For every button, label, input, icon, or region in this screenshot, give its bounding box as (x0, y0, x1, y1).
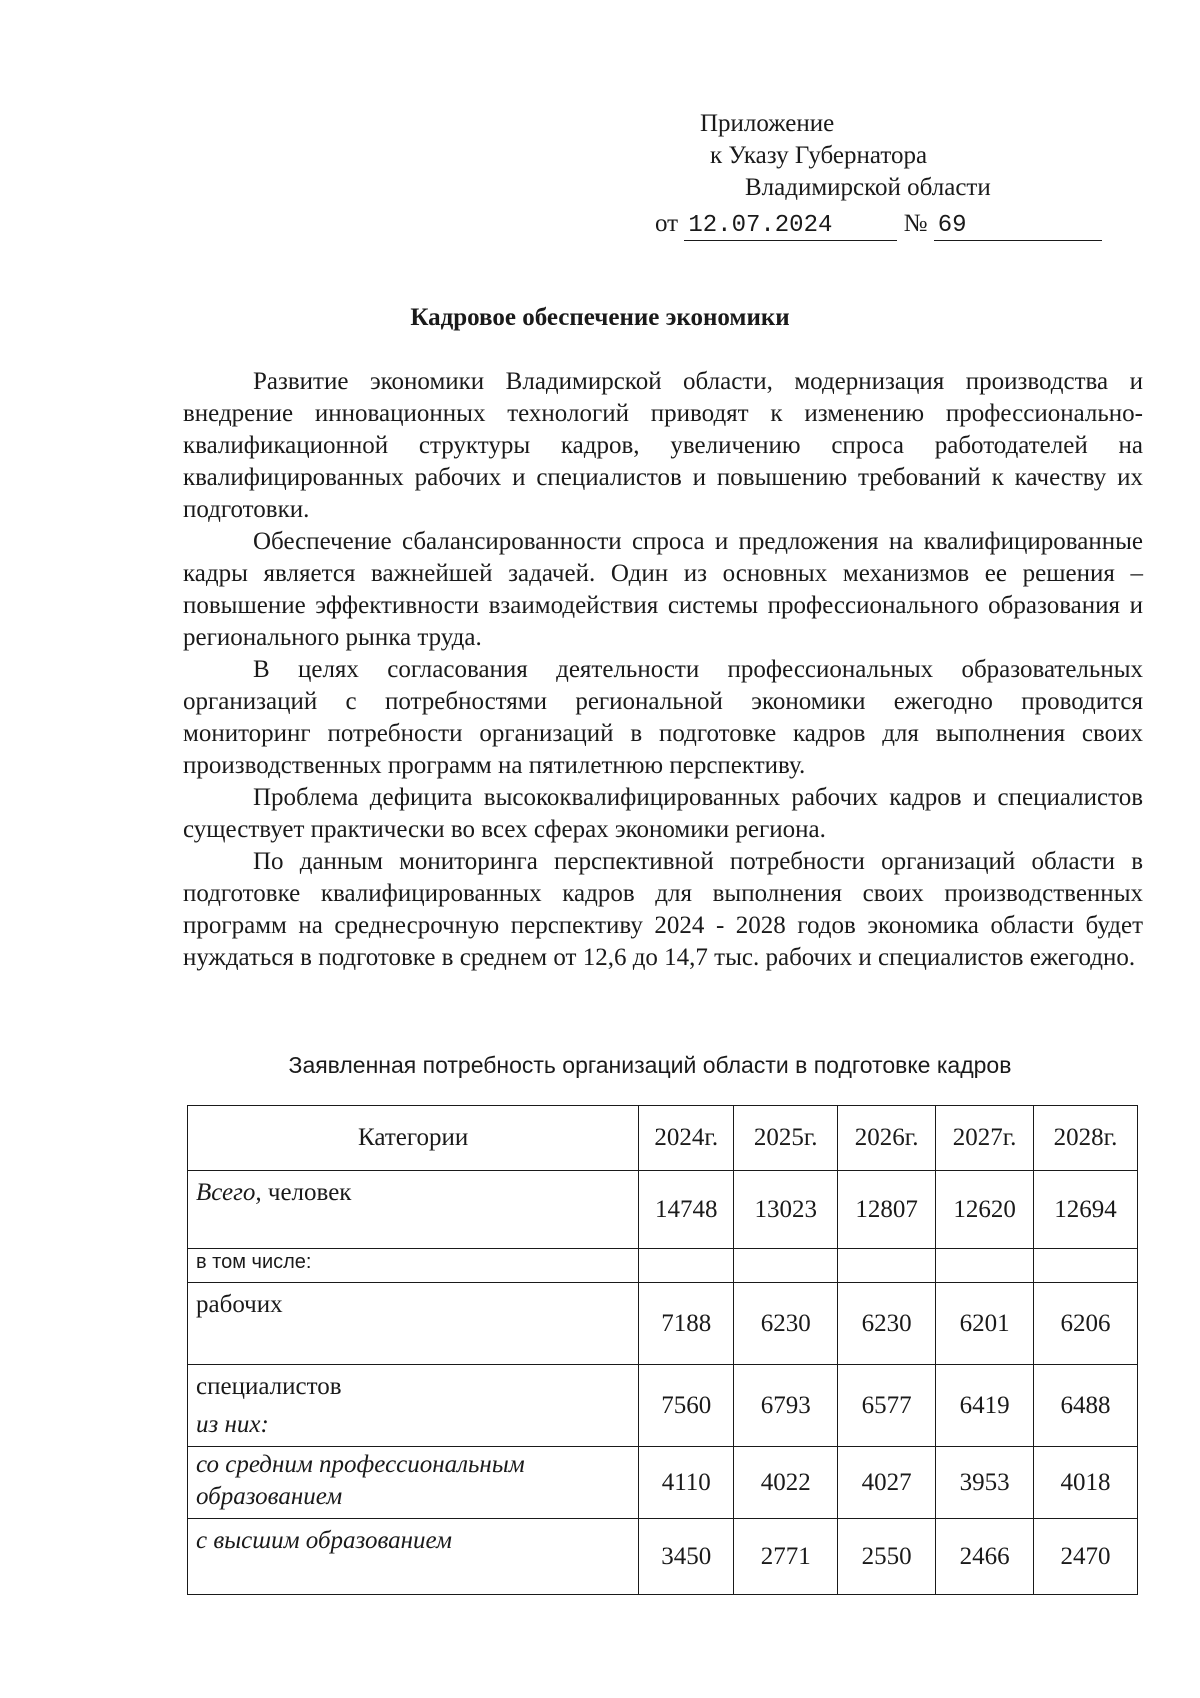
table-header-row (188, 1106, 1138, 1171)
table-cell: 4018 (1034, 1447, 1138, 1519)
table-cell (734, 1249, 838, 1283)
table-row-total (188, 1171, 1138, 1249)
appendix-decree-ref: к Указу Губернатора (710, 142, 928, 169)
paragraph: Проблема дефицита высококвалифицированных рабочих кадров и специалистов существует практически во всех сферах экономики региона. (183, 784, 1143, 843)
row-label: с высшим образованием (188, 1519, 639, 1595)
table-cell (936, 1249, 1034, 1283)
row-label: в том числе: (188, 1249, 639, 1283)
table-row-specialists (188, 1365, 1138, 1447)
table-cell: 4022 (734, 1447, 838, 1519)
table-caption: Заявленная потребность организаций области в подготовке кадров (288, 1052, 1012, 1078)
header-year: 2025г. (734, 1106, 838, 1171)
table-cell: 6230 (838, 1283, 936, 1365)
total-label-rest: человек (261, 1179, 352, 1206)
table-cell: 2771 (734, 1519, 838, 1595)
number-prefix: № (903, 210, 928, 237)
table-cell: 12807 (838, 1171, 936, 1249)
paragraph: Развитие экономики Владимирской области, модернизация производства и внедрение инновационных технологий приводят к изменению профессионально-квалификационной структуры кадров, увеличению спроса работодателей на квалифицированных рабочих и специалистов и повышению требований к качеству их подготовки. (183, 368, 1143, 523)
appendix-region: Владимирской области (745, 174, 991, 201)
table-cell: 2466 (936, 1519, 1034, 1595)
table-cell (838, 1249, 936, 1283)
table-cell (639, 1249, 734, 1283)
header-year: 2028г. (1034, 1106, 1138, 1171)
decree-date: 12.07.2024 (684, 212, 897, 241)
appendix-header (630, 108, 1130, 241)
row-label (188, 1171, 639, 1249)
header-year: 2027г. (936, 1106, 1034, 1171)
paragraph: В целях согласования деятельности профессиональных образовательных организаций с потребностями региональной экономики ежегодно проводится мониторинг потребности организаций в подготовке кадров для выполнения своих производственных программ на пятилетнюю перспективу. (183, 656, 1143, 779)
demand-table (187, 1105, 1138, 1595)
row-label (188, 1365, 639, 1447)
table-cell: 6206 (1034, 1283, 1138, 1365)
table-cell: 12620 (936, 1171, 1034, 1249)
table-row-secondary (188, 1447, 1138, 1519)
table-cell: 12694 (1034, 1171, 1138, 1249)
table-cell: 4027 (838, 1447, 936, 1519)
document-title: Кадровое обеспечение экономики (410, 304, 790, 331)
row-label: рабочих (188, 1283, 639, 1365)
header-categories: Категории (188, 1106, 639, 1171)
table-cell: 7560 (639, 1365, 734, 1447)
table-cell: 3953 (936, 1447, 1034, 1519)
date-prefix: от (655, 210, 679, 237)
paragraph: Обеспечение сбалансированности спроса и предложения на квалифицированные кадры является важнейшей задачей. Один из основных механизмов ее решения – повышение эффективности взаимодействия системы профессионального образования и регионального рынка труда. (183, 528, 1143, 651)
table-cell: 2550 (838, 1519, 936, 1595)
row-label: со средним профессиональным образованием (188, 1447, 639, 1519)
appendix-date-number (655, 208, 1130, 241)
table-cell: 3450 (639, 1519, 734, 1595)
specialists-label: специалистов (196, 1373, 342, 1400)
table-cell (1034, 1249, 1138, 1283)
table-cell: 6419 (936, 1365, 1034, 1447)
table-cell: 13023 (734, 1171, 838, 1249)
table-row-higher (188, 1519, 1138, 1595)
total-label-italic: Всего, (196, 1179, 262, 1206)
table-cell: 6201 (936, 1283, 1034, 1365)
appendix-label: Приложение (700, 110, 835, 137)
table-row-workers (188, 1283, 1138, 1365)
table-cell: 14748 (639, 1171, 734, 1249)
specialists-sublabel: из них: (196, 1411, 269, 1438)
table-cell: 7188 (639, 1283, 734, 1365)
paragraph: По данным мониторинга перспективной потребности организаций области в подготовке квалифицированных кадров для выполнения своих производственных программ на среднесрочную перспективу 2024 - 2028 годов экономика области будет нуждаться в подготовке в среднем от 12,6 до 14,7 тыс. рабочих и специалистов ежегодно. (183, 848, 1143, 971)
table-cell: 6230 (734, 1283, 838, 1365)
table-cell: 2470 (1034, 1519, 1138, 1595)
body-text (183, 366, 1143, 974)
table-cell: 6577 (838, 1365, 936, 1447)
table-row-including (188, 1249, 1138, 1283)
header-year: 2024г. (639, 1106, 734, 1171)
header-year: 2026г. (838, 1106, 936, 1171)
table-cell: 6488 (1034, 1365, 1138, 1447)
table-cell: 6793 (734, 1365, 838, 1447)
table-cell: 4110 (639, 1447, 734, 1519)
decree-number: 69 (934, 212, 1102, 241)
